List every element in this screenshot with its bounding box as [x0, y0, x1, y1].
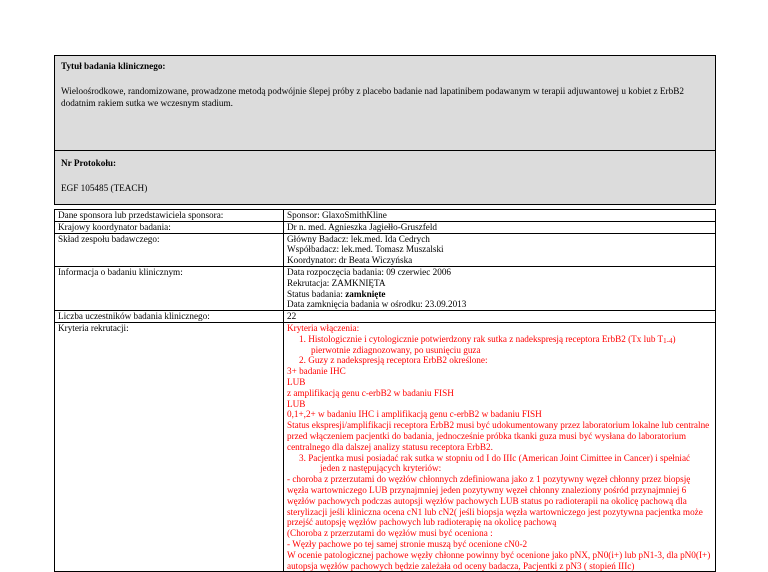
criteria-item-1-suffix: )	[672, 333, 676, 344]
info-status-value: zamknięte	[345, 288, 386, 299]
participants-label: Liczba uczestników badania klinicznego:	[55, 311, 284, 323]
info-close: Data zamknięcia badania w ośrodku: 23.09.2013	[287, 299, 467, 310]
criteria-line: W ocenie patologicznej pachowe węzły chłonne powinny być ocenione jako pNX, pN0(i+) lub pN1-3, dla pN0(I+) autopsja węzłów pachowych będzie zależała od oceny badacza, Pacjentki z pN3 ( stopień IIIc)	[287, 549, 711, 571]
document-page	[54, 55, 716, 572]
table-row	[55, 221, 716, 233]
criteria-line: z amplifikacją genu c-erbB2 w badaniu FISH	[287, 387, 454, 398]
criteria-line: 3+ badanie IHC	[287, 366, 346, 377]
criteria-heading: Kryteria włączenia:	[287, 322, 360, 333]
info-label: Informacja o badaniu klinicznym:	[55, 266, 284, 310]
table-row	[55, 322, 716, 571]
table-row	[55, 311, 716, 323]
criteria-line: (Choroba z przerzutami do węzłów musi być oceniona :	[287, 528, 493, 539]
criteria-value	[284, 322, 716, 571]
criteria-item-3-cont: jeden z następujących kryteriów:	[320, 463, 442, 474]
study-title-section	[54, 55, 716, 151]
criteria-line: 0,1+,2+ w badaniu IHC i amplifikacją genu c-erbB2 w badaniu FISH	[287, 409, 542, 420]
criteria-line: LUB	[287, 398, 306, 409]
criteria-line: Status ekspresji/amplifikacji receptora ErbB2 musi być udokumentowany przez laboratorium lokalne lub centralne przed włączeniem pacjentki do badania, jednocześnie próbka tkanki guza musi być wysłana do laboratorium centralnego dla dalszej analizy statusu receptora ErbB2.	[287, 420, 710, 452]
criteria-item-2: 2. Guzy z nadekspresją receptora ErbB2 określone:	[299, 355, 488, 366]
sponsor-value: Sponsor: GlaxoSmithKline	[284, 210, 716, 222]
protocol-value: EGF 105485 (TEACH)	[61, 183, 148, 193]
criteria-item-1-text: 1. Histologicznie i cytologicznie potwierdzony rak sutka z nadekspresją receptora ErbB2 (Tx lub T	[299, 333, 664, 344]
info-value	[284, 266, 716, 310]
criteria-line: - choroba z przerzutami do węzłów chłonnych zdefiniowana jako z 1 pozytywny węzeł chłonny przez biopsję węzła wartowniczego LUB przynajmniej jeden pozytywny węzeł chłonny znaleziony pośród przynajmniej 6 węzłów pachowych podczas autopsji węzłów pachowych LUB status po radioterapii na okolicę pachową dla sterylizacji jeśli kliniczna ocena cN1 lub cN2( jeśli biopsja węzła wartowniczego jest pozytywna pacjentka może przejść autopsję węzłów pachowych lub radioterapię na okolicę pachową	[287, 474, 703, 528]
criteria-item-1-cont: pierwotnie zdiagnozowany, po usunięciu guza	[311, 344, 481, 355]
info-status	[287, 289, 712, 300]
protocol-label: Nr Protokołu:	[61, 158, 117, 168]
coordinator-value: Dr n. med. Agnieszka Jagiełło-Gruszfeld	[284, 221, 716, 233]
criteria-item-1-sub: 1-4	[663, 336, 673, 345]
team-line: Główny Badacz: lek.med. Ida Cedrych	[287, 233, 430, 244]
team-value	[284, 233, 716, 266]
team-line: Współbadacz: lek.med. Tomasz Muszalski	[287, 244, 444, 255]
criteria-line: - Węzły pachowe po tej samej stronie muszą być ocenione cN0-2	[287, 538, 528, 549]
coordinator-label: Krajowy koordynator badania:	[55, 221, 284, 233]
info-status-prefix: Status badania:	[287, 288, 346, 299]
criteria-label: Kryteria rekrutacji:	[55, 322, 284, 571]
criteria-item-3: 3. Pacjentka musi posiadać rak sutka w stopniu od I do IIIc (American Joint Cimittee in Cancer) i spełniać	[299, 452, 691, 463]
study-title-text: Wieloośrodkowe, randomizowane, prowadzone metodą podwójnie ślepej próby z placebo badanie nad lapatinibem podawanym w terapii adjuwantowej u kobiet z ErbB2 dodatnim rakiem sutka we wczesnym stadium.	[61, 86, 684, 108]
protocol-section	[54, 151, 716, 205]
study-title-label: Tytuł badania klinicznego:	[61, 61, 166, 71]
table-row	[55, 210, 716, 222]
info-recruit: Rekrutacja: ZAMKNIĘTA	[287, 277, 386, 288]
info-start: Data rozpoczęcia badania: 09 czerwiec 2006	[287, 266, 452, 277]
team-line: Koordynator: dr Beata Wiczyńska	[287, 255, 413, 266]
sponsor-label: Dane sponsora lub przedstawiciela sponsora:	[55, 210, 284, 222]
participants-value: 22	[284, 311, 716, 323]
table-row	[55, 233, 716, 266]
study-details-table	[54, 209, 716, 572]
team-label: Skład zespołu badawczego:	[55, 233, 284, 266]
table-row	[55, 266, 716, 310]
criteria-item-1	[287, 334, 712, 345]
criteria-line: LUB	[287, 376, 306, 387]
